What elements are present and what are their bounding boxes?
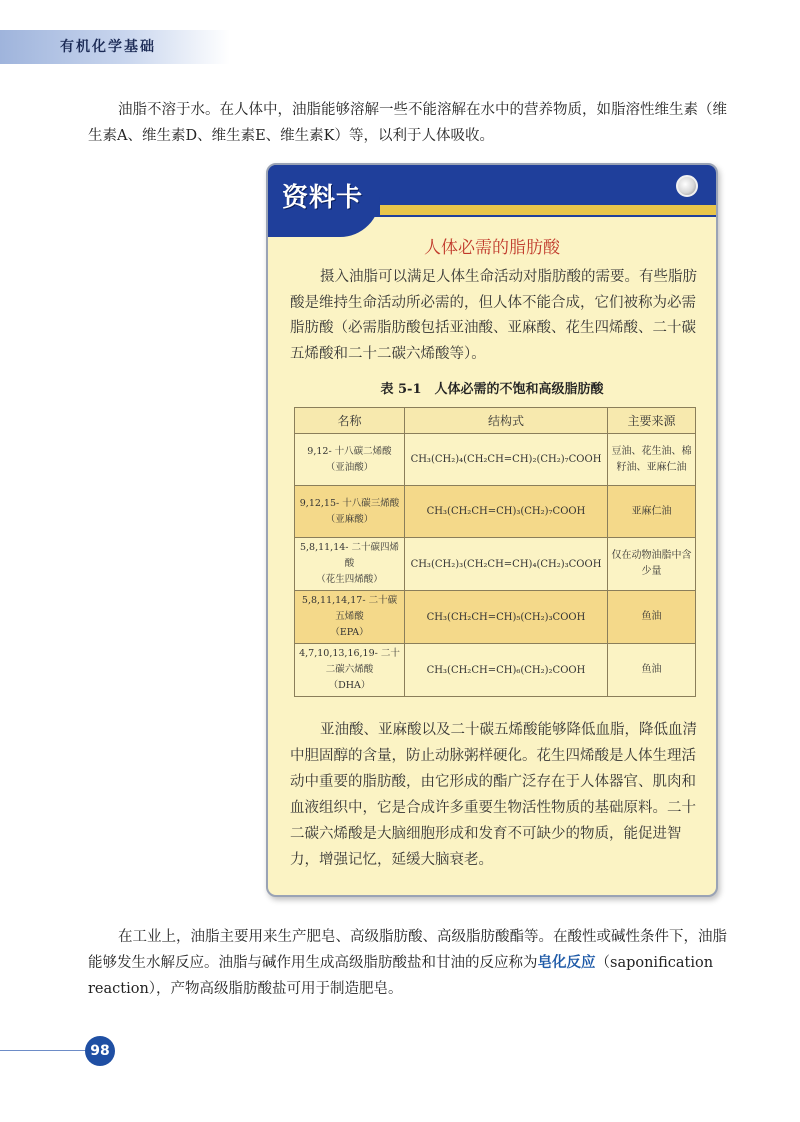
acid-name: 9,12,15- 十八碳三烯酸 — [299, 497, 400, 509]
table-header-row — [295, 408, 696, 434]
acid-common-name: （亚麻酸） — [325, 513, 374, 525]
knob-icon — [676, 175, 698, 197]
card-banner-stripe — [380, 205, 718, 215]
card-conclusion: 亚油酸、亚麻酸以及二十碳五烯酸能够降低血脂，降低血清中胆固醇的含量，防止动脉粥样硬化。花生四烯酸是人体生理活动中重要的脂肪酸，由它形成的酯广泛存在于人体器官、肌肉和血液组织中，它是合成许多重要生物活性物质的基础原料。二十二碳六烯酸是大脑细胞形成和发育不可缺少的物质，能促进智力，增强记忆，延缓大脑衰老。 — [290, 722, 697, 868]
acid-source: 鱼油 — [608, 644, 696, 697]
table-row — [295, 486, 696, 538]
acid-formula: CH₃(CH₂)₃(CH₂CH=CH)₄(CH₂)₃COOH — [405, 538, 608, 591]
card-intro: 摄入油脂可以满足人体生命活动对脂肪酸的需要。有些脂肪酸是维持生命活动所必需的，但人体不能合成，它们被称为必需脂肪酸（必需脂肪酸包括亚油酸、亚麻酸、花生四烯酸、二十碳五烯酸和二十二碳六烯酸等）。 — [290, 269, 697, 362]
acid-formula: CH₃(CH₂CH=CH)₆(CH₂)₂COOH — [405, 644, 608, 697]
info-card — [266, 163, 718, 897]
acid-name-cell — [295, 644, 405, 697]
column-header-name: 名称 — [295, 408, 405, 434]
paragraph-text: （saponification reaction），产物高级脂肪酸盐可用于制造肥皂。 — [88, 955, 714, 997]
column-header-formula: 结构式 — [405, 408, 608, 434]
acid-formula: CH₃(CH₂CH=CH)₃(CH₂)₇COOH — [405, 486, 608, 538]
acid-name: 5,8,11,14,17- 二十碳五烯酸 — [301, 595, 398, 622]
table-row — [295, 644, 696, 697]
page-number: 98 — [85, 1036, 115, 1066]
acid-common-name: （DHA） — [328, 680, 371, 691]
acid-source: 豆油、花生油、棉籽油、亚麻仁油 — [608, 434, 696, 486]
acid-source: 亚麻仁油 — [608, 486, 696, 538]
column-header-source: 主要来源 — [608, 408, 696, 434]
acid-common-name: （EPA） — [330, 627, 369, 638]
acid-source: 仅在动物油脂中含少量 — [608, 538, 696, 591]
paragraph-text: 在工业上，油脂主要用来生产肥皂、高级脂肪酸、高级脂肪酸酯等。在酸性或碱性条件下，油脂能够发生水解反应。油脂与碱作用生成高级脂肪酸盐和甘油的反应称为 — [88, 929, 727, 971]
acid-common-name: （花生四烯酸） — [316, 574, 383, 585]
acid-formula: CH₃(CH₂CH=CH)₅(CH₂)₃COOH — [405, 591, 608, 644]
key-term-saponification: 皂化反应 — [537, 954, 596, 971]
acid-name-cell — [295, 591, 405, 644]
acid-source: 鱼油 — [608, 591, 696, 644]
card-tab-title: 资料卡 — [282, 183, 364, 213]
table-caption: 表 5-1 人体必需的不饱和高级脂肪酸 — [380, 382, 604, 397]
acid-name: 9,12- 十八碳二烯酸 — [307, 445, 392, 457]
table-row — [295, 538, 696, 591]
acid-common-name: （亚油酸） — [325, 461, 374, 473]
acid-formula: CH₃(CH₂)₄(CH₂CH=CH)₂(CH₂)₇COOH — [405, 434, 608, 486]
book-title: 有机化学基础 — [60, 39, 156, 55]
acid-name-cell — [295, 486, 405, 538]
table-row — [295, 434, 696, 486]
acid-name: 4,7,10,13,16,19- 二十二碳六烯酸 — [299, 648, 400, 675]
acid-name-cell — [295, 434, 405, 486]
acid-name-cell — [295, 538, 405, 591]
table-row — [295, 591, 696, 644]
fatty-acid-table — [294, 407, 696, 697]
card-heading: 人体必需的脂肪酸 — [424, 238, 560, 258]
acid-name: 5,8,11,14- 二十碳四烯酸 — [299, 542, 400, 569]
paragraph-saponification — [88, 924, 728, 1002]
page-number-line — [0, 1050, 95, 1051]
paragraph-fat-solubility: 油脂不溶于水。在人体中，油脂能够溶解一些不能溶解在水中的营养物质，如脂溶性维生素（维生素A、维生素D、维生素E、维生素K）等，以利于人体吸收。 — [88, 102, 727, 144]
